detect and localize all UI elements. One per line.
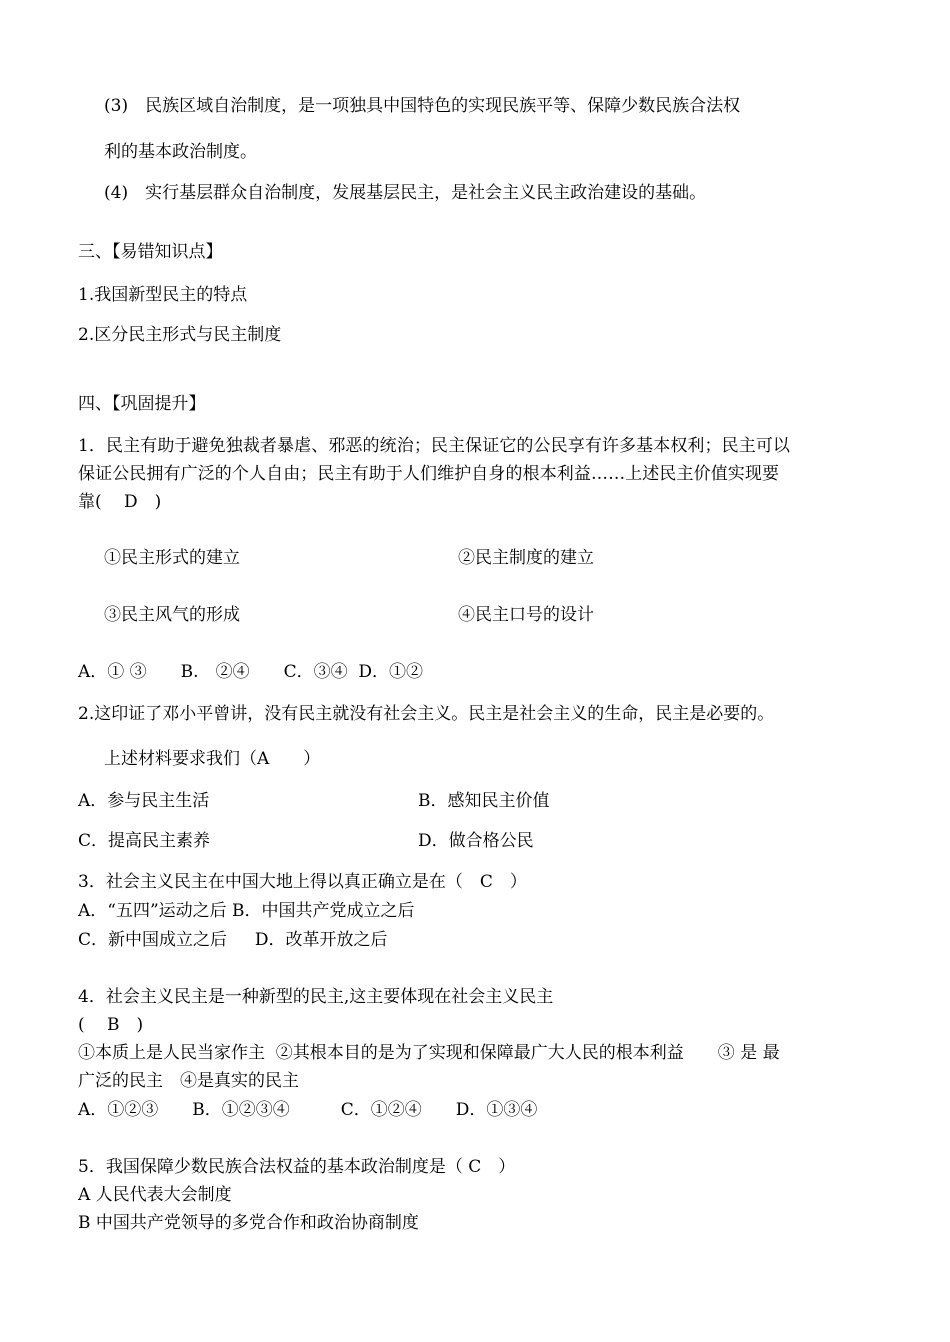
q1-option-3: ③民主风气的形成 — [104, 605, 240, 625]
section-3-item-1: 1.我国新型民主的特点 — [78, 285, 248, 305]
q1-stem-line-1: 1．民主有助于避免独裁者暴虐、邪恶的统治；民主保证它的公民享有许多基本权利；民主可以 — [78, 436, 791, 456]
q1-option-2: ②民主制度的建立 — [458, 548, 594, 568]
q4-answer-bracket: ( B ) — [78, 1015, 144, 1035]
q2-option-d: D．做合格公民 — [418, 831, 534, 851]
q4-items-line-2: 广泛的民主 ④是真实的民主 — [78, 1071, 299, 1091]
section-3-item-2: 2.区分民主形式与民主制度 — [78, 325, 282, 345]
q1-stem-line-2: 保证公民拥有广泛的个人自由；民主有助于人们维护自身的根本利益……上述民主价值实现要 — [78, 464, 780, 484]
q4-items-line-1: ①本质上是人民当家作主 ②其根本目的是为了实现和保障最广大人民的根本利益 ③ 是 最 — [78, 1043, 780, 1063]
q1-answer-choices: A．① ③ B. ②④ C．③④ D．①② — [78, 662, 424, 682]
item-3-line-1: (3) 民族区域自治制度，是一项独具中国特色的实现民族平等、保障少数民族合法权 — [104, 96, 741, 116]
section-4-title: 四、【巩固提升】 — [78, 394, 206, 414]
q1-stem-line-3: 靠( D ) — [78, 492, 162, 512]
q4-answer-choices: A．①②③ B．①②③④ C．①②④ D．①③④ — [78, 1100, 538, 1120]
q5-option-b: B 中国共产党领导的多党合作和政治协商制度 — [78, 1213, 419, 1233]
item-4: (4) 实行基层群众自治制度，发展基层民主，是社会主义民主政治建设的基础。 — [104, 183, 707, 203]
q1-option-1: ①民主形式的建立 — [104, 548, 240, 568]
q4-stem: 4．社会主义民主是一种新型的民主,这主要体现在社会主义民主 — [78, 987, 554, 1007]
item-3-line-2: 利的基本政治制度。 — [104, 142, 257, 162]
q2-option-c: C．提高民主素养 — [78, 831, 211, 851]
q3-options-line-1: A．“五四”运动之后 B．中国共产党成立之后 — [78, 901, 415, 921]
q2-stem-line-1: 2.这印证了邓小平曾讲，没有民主就没有社会主义。民主是社会主义的生命，民主是必要的。 — [78, 704, 775, 724]
q3-options-line-2: C．新中国成立之后 D．改革开放之后 — [78, 930, 388, 950]
q2-stem-line-2: 上述材料要求我们（A ） — [104, 749, 321, 769]
q5-stem: 5．我国保障少数民族合法权益的基本政治制度是（ C ） — [78, 1157, 516, 1177]
q2-option-b: B．感知民主价值 — [418, 791, 550, 811]
q2-option-a: A．参与民主生活 — [78, 791, 210, 811]
q3-stem: 3．社会主义民主在中国大地上得以真正确立是在（ C ） — [78, 872, 527, 892]
q5-option-a: A 人民代表大会制度 — [78, 1185, 232, 1205]
q1-option-4: ④民主口号的设计 — [458, 605, 594, 625]
section-3-title: 三、【易错知识点】 — [78, 242, 223, 262]
